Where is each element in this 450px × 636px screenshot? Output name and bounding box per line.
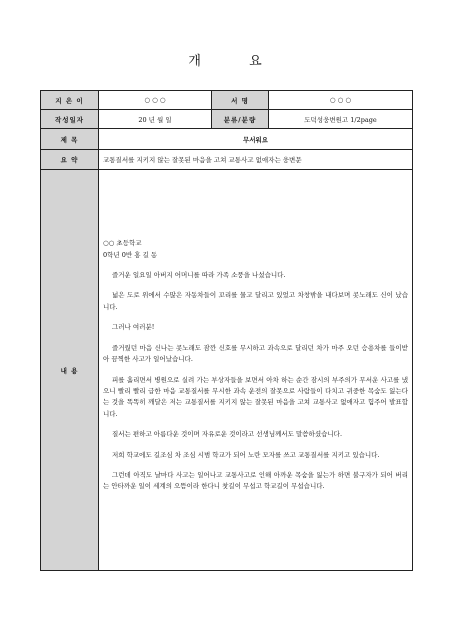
overview-table [40, 90, 413, 571]
content-label: 내 용 [41, 170, 99, 571]
category-label: 분류/분량 [212, 110, 269, 129]
paragraph: 즐거웠던 마음 신나는 콧노래도 잠깐 신호를 무시하고 과속으로 달리던 차가 마주 오던 승용차를 들이받아 끔찍한 사고가 일어났습니다. [103, 343, 408, 364]
paragraph: 즐거운 일요일 아버지 어머니를 따라 가족 소풍을 나섰습니다. [112, 271, 286, 280]
author-value: ○ ○ ○ [99, 91, 212, 110]
category-value: 도덕성웅변원고 1/2page [269, 110, 413, 129]
subject-row [41, 129, 413, 150]
school-name: ○○ 초등학교 [103, 239, 142, 248]
summary-value: 교통질서를 지키지 않는 잘못된 마음을 고쳐 교통사고 없애자는 웅변문 [99, 150, 413, 170]
summary-row [41, 150, 413, 170]
paragraph: 저희 학교에도 길조심 차 조심 시범 학교가 되어 노란 모자를 쓰고 교통질서를 지키고 있습니다. [112, 450, 380, 459]
summary-label: 요 약 [41, 150, 99, 170]
signature-label: 서 명 [212, 91, 269, 110]
document-title: 개 요 [188, 54, 284, 69]
student-name: 0학년 0반 홍 길 동 [103, 250, 158, 259]
date-row [41, 110, 413, 129]
signature-value: ○ ○ ○ [269, 91, 413, 110]
author-row [41, 91, 413, 110]
paragraph: 질서는 편하고 아름다운 것이며 자유로운 것이라고 선생님께서도 말씀하셨습니다. [112, 430, 343, 439]
subject-label: 제 목 [41, 129, 99, 150]
paragraph: 넓은 도로 위에서 수많은 자동차들이 꼬리를 물고 달리고 있었고 차창밖을 내다보며 콧노래도 신이 났습니다. [103, 291, 408, 311]
content-row [41, 170, 413, 571]
paragraph: 그러나 여러분! [112, 323, 155, 332]
date-value: 20 년 월 일 [99, 110, 212, 129]
author-label: 지 은 이 [41, 91, 99, 110]
date-label: 작성일자 [41, 110, 99, 129]
content-body [99, 170, 413, 571]
paragraph: 그런데 아직도 날마다 사고는 일어나고 교통사고로 인해 아까운 목숨을 잃는가 하면 불구자가 되어 버리는 안타까운 일이 세계의 으뜸이라 한다니 찻길이 무섭고 학교길이 무섭습니다. [103, 470, 408, 491]
paragraph: 피를 흘리면서 병원으로 실려 가는 부상자들을 보면서 아차 하는 순간 잠시의 부주의가 무서운 사고를 냈으니 빨리 빨리 급한 마음 교통질서를 무시한 과속 운전의 잘못으로 사람들이 다치고 귀중한 목숨도 잃는다는 것을 똑똑히 깨달은 저는 교통질서를 지키지 않는 잘못된 마음을 고쳐 교통사고 없애자고 힘주어 발표합니다. [103, 375, 408, 418]
subject-value: 무서워요 [99, 129, 413, 150]
